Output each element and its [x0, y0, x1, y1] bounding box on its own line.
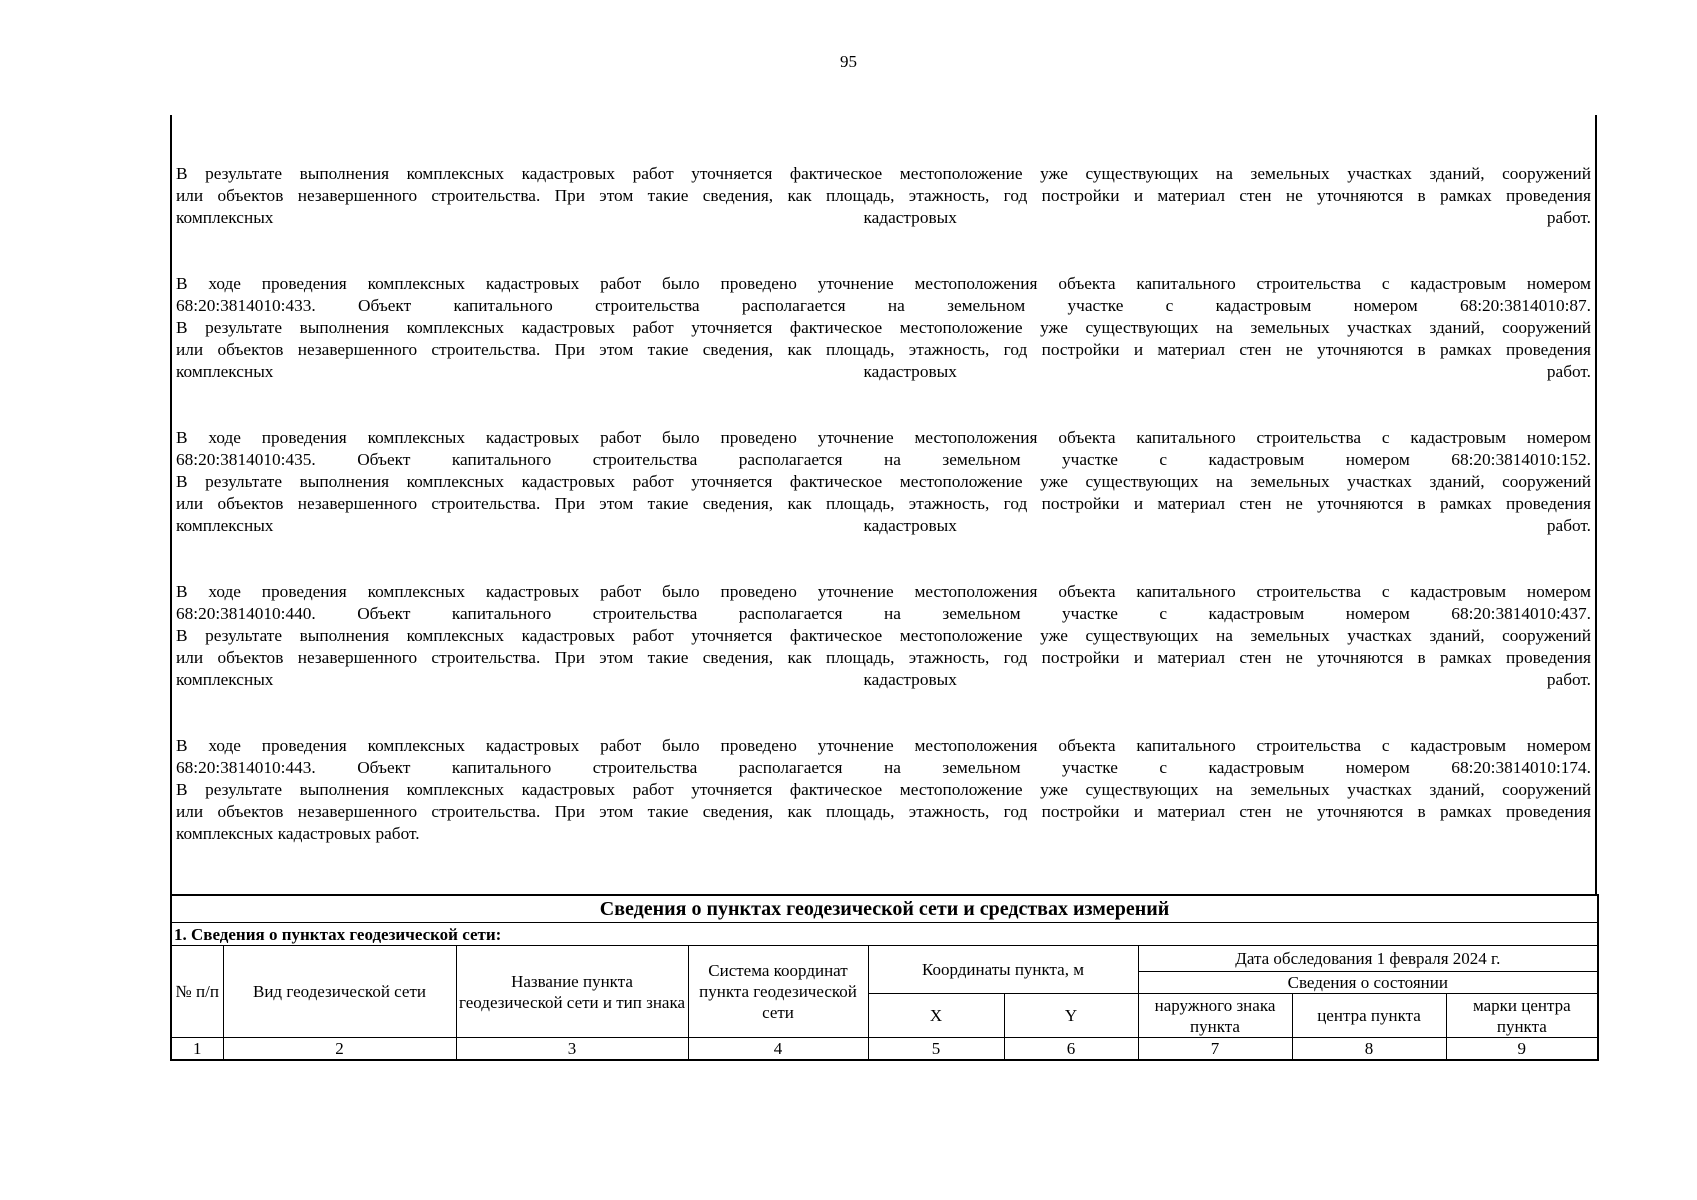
paragraph-line: 68:20:3814010:443. Объект капитального строительства располагается на земельном участке с кадастровым номером 68:20:3814010:174. — [176, 758, 1591, 777]
column-number-cell: 4 — [688, 1038, 868, 1061]
header-coordinates: Координаты пункта, м — [868, 946, 1138, 994]
column-number-cell: 9 — [1446, 1038, 1598, 1061]
paragraph-line: или объектов незавершенного строительства. При этом такие сведения, как площадь, этажность, год постройки и материал стен не уточняются в рамках проведения — [176, 648, 1591, 667]
paragraph-line: В результате выполнения комплексных кадастровых работ уточняется фактическое местоположение уже существующих на земельных участках зданий, сооружений — [176, 164, 1591, 183]
paragraphs — [176, 163, 1591, 889]
paragraph-line: комплексных кадастровых работ. — [176, 516, 1591, 535]
column-number-cell: 6 — [1004, 1038, 1138, 1061]
header-state-info: Сведения о состоянии — [1138, 972, 1598, 994]
column-number-cell: 5 — [868, 1038, 1004, 1061]
paragraph — [176, 273, 1591, 383]
paragraph-line: комплексных кадастровых работ. — [176, 670, 1591, 689]
paragraph-line: комплексных кадастровых работ. — [176, 824, 420, 843]
paragraph-line: В ходе проведения комплексных кадастровых работ было проведено уточнение местоположения объекта капитального строительства с кадастровым номером — [176, 582, 1591, 601]
paragraph-line: комплексных кадастровых работ. — [176, 208, 1591, 227]
paragraph-line: В результате выполнения комплексных кадастровых работ уточняется фактическое местоположение уже существующих на земельных участках зданий, сооружений — [176, 780, 1591, 799]
paragraph-line: комплексных кадастровых работ. — [176, 362, 1591, 381]
paragraph-line: В ходе проведения комплексных кадастровых работ было проведено уточнение местоположения объекта капитального строительства с кадастровым номером — [176, 274, 1591, 293]
paragraph-line: или объектов незавершенного строительства. При этом такие сведения, как площадь, этажность, год постройки и материал стен не уточняются в рамках проведения — [176, 186, 1591, 205]
table-title: Сведения о пунктах геодезической сети и средствах измерений — [171, 895, 1598, 923]
page-number: 95 — [840, 52, 857, 71]
column-number-cell: 8 — [1292, 1038, 1446, 1061]
paragraph-line: или объектов незавершенного строительства. При этом такие сведения, как площадь, этажность, год постройки и материал стен не уточняются в рамках проведения — [176, 494, 1591, 513]
column-number-cell: 7 — [1138, 1038, 1292, 1061]
geodetic-network-table — [170, 894, 1599, 1061]
column-number-cell: 1 — [171, 1038, 223, 1061]
header-point-name: Название пункта геодезической сети и тип знака — [456, 946, 688, 1038]
header-coord-system: Система координат пункта геодезической сети — [688, 946, 868, 1038]
paragraph-line: или объектов незавершенного строительства. При этом такие сведения, как площадь, этажность, год постройки и материал стен не уточняются в рамках проведения — [176, 802, 1591, 821]
paragraph-line: 68:20:3814010:435. Объект капитального строительства располагается на земельном участке с кадастровым номером 68:20:3814010:152. — [176, 450, 1591, 469]
header-y: Y — [1004, 994, 1138, 1038]
column-number-row — [171, 1038, 1598, 1061]
header-point-center: центра пункта — [1292, 994, 1446, 1038]
paragraph-line: В результате выполнения комплексных кадастровых работ уточняется фактическое местоположение уже существующих на земельных участках зданий, сооружений — [176, 626, 1591, 645]
paragraph — [176, 163, 1591, 229]
paragraph-line: В ходе проведения комплексных кадастровых работ было проведено уточнение местоположения объекта капитального строительства с кадастровым номером — [176, 428, 1591, 447]
paragraph-line: 68:20:3814010:433. Объект капитального строительства располагается на земельном участке с кадастровым номером 68:20:3814010:87. — [176, 296, 1591, 315]
paragraph-line: 68:20:3814010:440. Объект капитального строительства располагается на земельном участке с кадастровым номером 68:20:3814010:437. — [176, 604, 1591, 623]
header-outer-sign: наружного знака пункта — [1138, 994, 1292, 1038]
paragraph-line: В результате выполнения комплексных кадастровых работ уточняется фактическое местоположение уже существующих на земельных участках зданий, сооружений — [176, 472, 1591, 491]
header-survey-date: Дата обследования 1 февраля 2024 г. — [1138, 946, 1598, 972]
paragraph-line: В ходе проведения комплексных кадастровых работ было проведено уточнение местоположения объекта капитального строительства с кадастровым номером — [176, 736, 1591, 755]
paragraph — [176, 735, 1591, 845]
header-num: № п/п — [171, 946, 223, 1038]
paragraph-line: или объектов незавершенного строительства. При этом такие сведения, как площадь, этажность, год постройки и материал стен не уточняются в рамках проведения — [176, 340, 1591, 359]
column-number-cell: 3 — [456, 1038, 688, 1061]
paragraph — [176, 581, 1591, 691]
paragraph-line: В результате выполнения комплексных кадастровых работ уточняется фактическое местоположение уже существующих на земельных участках зданий, сооружений — [176, 318, 1591, 337]
text-frame — [170, 115, 1597, 894]
column-number-cell: 2 — [223, 1038, 456, 1061]
table-subtitle: 1. Сведения о пунктах геодезической сети: — [171, 923, 1598, 946]
header-center-mark: марки центра пункта — [1446, 994, 1598, 1038]
header-network-type: Вид геодезической сети — [223, 946, 456, 1038]
paragraph — [176, 427, 1591, 537]
header-x: X — [868, 994, 1004, 1038]
